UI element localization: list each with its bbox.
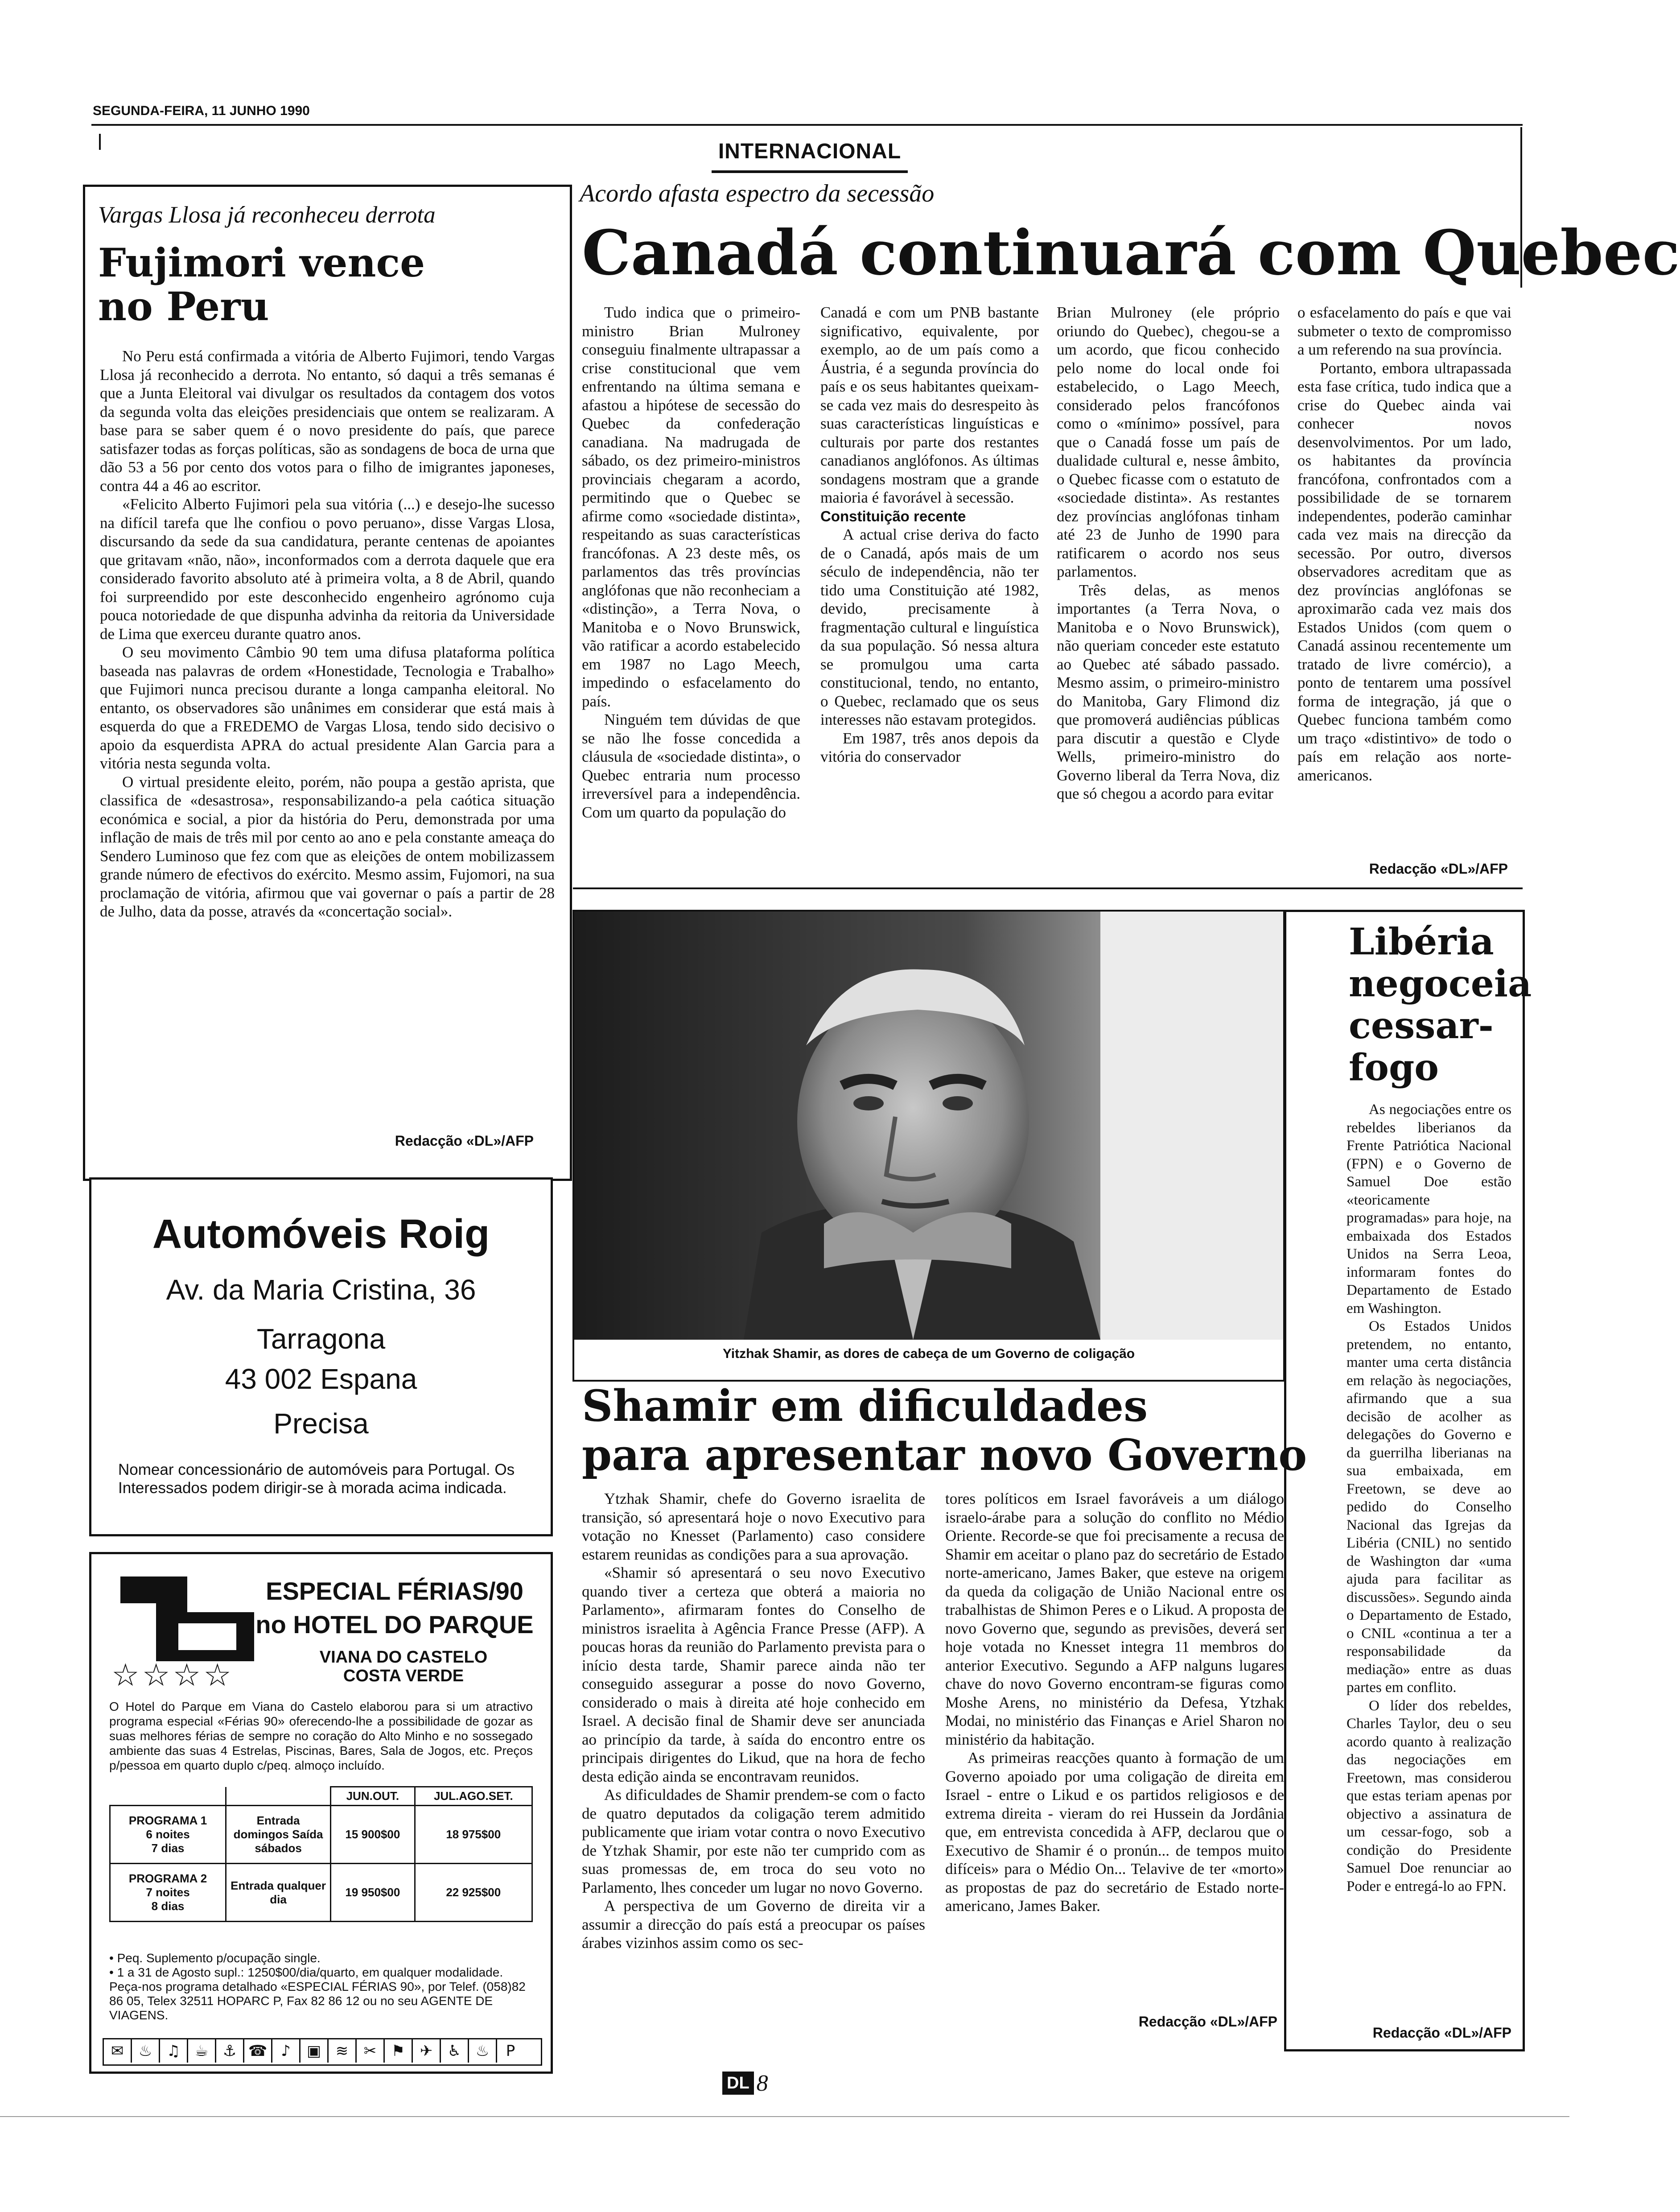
- section-title: INTERNACIONAL: [718, 140, 902, 163]
- program-name: PROGRAMA 2: [128, 1872, 207, 1885]
- hotel-place-2: COSTA VERDE: [343, 1667, 464, 1685]
- shamir-col-2: [945, 1490, 1284, 2011]
- table-row: [110, 1806, 532, 1864]
- airplane-icon: ✈: [413, 2039, 441, 2063]
- fujimori-kicker: Vargas Llosa já reconheceu derrota: [98, 202, 436, 228]
- shamir-headline-line-2: para apresentar novo Governo: [582, 1430, 1307, 1480]
- fujimori-paragraph: O seu movimento Câmbio 90 tem uma difusa plataforma política baseada nas palavras de ordem «Honestidade, Tecnologia e Trabalho» que Fujimori nunca precisou durante a longa campanha eleitoral. No entanto, os observadores são unânimes em considerar que está mais à esquerda do que a FREDEMO de Vargas Llosa, tendo sido decisivo o apoio da esquerdista APRA do actual presidente Alan Garcia para a vitória nesta segunda volta.: [100, 644, 555, 772]
- music-icon: ♫: [160, 2039, 188, 2063]
- coffee-icon: ☕: [188, 2039, 216, 2063]
- issue-date: SEGUNDA-FEIRA, 11 JUNHO 1990: [93, 103, 310, 118]
- telephone-icon: ☎: [244, 2039, 272, 2063]
- program-days: 8 dias: [151, 1899, 185, 1913]
- liberia-headline-line: cessar-: [1349, 1004, 1494, 1047]
- page-footer: [722, 2072, 768, 2095]
- top-rule: [91, 124, 1523, 126]
- hotel-place-1: VIANA DO CASTELO: [319, 1648, 488, 1667]
- liberia-body: [1346, 1101, 1511, 2019]
- hotel-note: • 1 a 31 de Agosto supl.: 1250$00/dia/quarto, em qualquer modalidade.: [109, 1965, 503, 1979]
- canada-col-2: [820, 303, 1039, 879]
- roig-title: Automóveis Roig: [152, 1211, 490, 1257]
- fujimori-paragraph: No Peru está confirmada a vitória de Alberto Fujimori, tendo Vargas Llosa já reconhecido a derrota. No entanto, só daqui a três semanas é que a Junta Eleitoral vai divulgar os resultados da contagem dos votos da segunda volta das eleições presidenciais que ontem se realizaram. A base para se saber quem é o novo presidente do país, que parece satisfazer todas as forças políticas, são as sondagens de boca de urna que dão 53 a 56 por cento dos votos para o filho de imigrantes japoneses, contra 44 a 46 ao escritor.: [100, 347, 555, 495]
- left-corner-rule: [99, 134, 101, 150]
- liberia-byline: Redacção «DL»/AFP: [1372, 2025, 1511, 2041]
- canada-byline: Redacção «DL»/AFP: [1369, 861, 1508, 877]
- canada-paragraph: A actual crise deriva do facto de o Canadá, após mais de um século de independência, não ter tido uma Constituição até 1982, devido, precisamente à fragmentação cultural e linguística da sua população. Só nessa altura se promulgou uma carta constitucional, tendo, no entanto, o Quebec, reclamado que os seus interesses não estavam protegidos.: [820, 526, 1039, 728]
- canada-paragraph: Tudo indica que o primeiro-ministro Brian Mulroney conseguiu finalmente ultrapassar a crise constitucional que vem enfrentando na última semana e afastou a hipótese de secessão do Quebec da confederação canadiana. Na madrugada de sábado, os dez primeiro-ministros provinciais chegaram a acordo, permitindo que o Quebec se afirme como «sociedade distinta», respeitando as suas características francófonas. A 23 deste mês, os parlamentos das três províncias anglófonas que não reconheciam a «distinção», a Terra Nova, o Manitoba e o Novo Brunswick, vão ratificar a acordo estabelecido em 1987 no Lago Meech, impedindo o esfacelamento do país.: [582, 304, 800, 710]
- shamir-photo: [574, 912, 1283, 1340]
- liberia-paragraph: As negociações entre os rebeldes liberianos da Frente Patriótica Nacional (FPN) e o Governo de Samuel Doe estão «teoricamente programadas» para hoje, na embaixada dos Estados Unidos na Serra Leoa, informaram fontes do Departamento de Estado em Washington.: [1346, 1102, 1511, 1316]
- automoveis-roig-ad: [89, 1177, 553, 1536]
- hotel-do-parque-ad: [89, 1552, 553, 2074]
- price-cell: 19 950$00: [331, 1864, 415, 1922]
- scissors-icon: ✂: [357, 2039, 385, 2063]
- fujimori-headline-line-2: no Peru: [98, 283, 269, 330]
- shamir-byline: Redacção «DL»/AFP: [1138, 2014, 1277, 2030]
- accessibility-icon: ♿: [441, 2039, 469, 2063]
- shamir-paragraph: As dificuldades de Shamir prendem-se com o facto de quatro deputados da coligação terem admitido publicamente que iriam votar contra o novo Executivo de Ytzhak Shamir, por este não ter cumprido com as suas promessas de, em troca do seu voto no Parlamento, lhes conceder um lugar no novo Governo.: [582, 1786, 925, 1896]
- table-row: [110, 1864, 532, 1922]
- canada-paragraph: Três delas, as menos importantes (a Terra Nova, o Manitoba e o Novo Brunswick), não queriam conceder este estatuto ao Quebec até sábado passado. Mesmo assim, o primeiro-ministro do Manitoba, Gary Flimond diz que promoverá audiências públicas para discutir a questão e Clyde Wells, primeiro-ministro do Governo liberal da Terra Nova, diz que só chegou a acordo para evitar: [1057, 581, 1280, 802]
- roig-address: Av. da Maria Cristina, 36: [166, 1274, 476, 1306]
- hotel-title-2: no HOTEL DO PARQUE: [255, 1610, 534, 1638]
- price-cell: 15 900$00: [331, 1806, 415, 1864]
- note-icon: ♪: [272, 2039, 301, 2063]
- pool-icon: ≋: [329, 2039, 357, 2063]
- hotel-title-1: ESPECIAL FÉRIAS/90: [266, 1577, 523, 1605]
- sauna-icon: ♨: [469, 2039, 497, 2063]
- fujimori-byline: Redacção «DL»/AFP: [395, 1133, 534, 1149]
- canada-paragraph: Em 1987, três anos depois da vitória do conservador: [820, 729, 1039, 765]
- program-cell: [110, 1864, 226, 1922]
- liberia-headline-line: negoceia: [1349, 962, 1532, 1005]
- hotel-intro: O Hotel do Parque em Viana do Castelo elaborou para si um atractivo programa especial «Férias 90» oferecendo-lhe a possibilidade de gozar as suas melhores férias de sempre no coração do Alto Minho e no sossegado ambiente das suas 4 Estrelas, Piscinas, Bares, Sala de Jogos, etc. Preços p/pessoa em quarto duplo c/peq. almoço incluído.: [109, 1700, 533, 1772]
- canada-col-4: [1297, 303, 1511, 856]
- liberia-headline-line: Libéria: [1349, 920, 1494, 963]
- table-header-blank: [110, 1787, 226, 1806]
- canada-col-1: [582, 303, 800, 879]
- liberia-paragraph: O líder dos rebeldes, Charles Taylor, deu o seu acordo quanto à realização das negociações em Freetown, mas considerou que estas teriam apenas por objectivo a assinatura de um cessar-fogo, sob a condição do Presidente Samuel Doe renunciar ao Poder e entregá-lo ao FPN.: [1346, 1697, 1511, 1894]
- canada-bottom-rule: [573, 887, 1523, 889]
- program-nights: 6 noites: [146, 1828, 190, 1841]
- hotel-price-table: [109, 1786, 533, 1922]
- canada-paragraph: Canadá e com um PNB bastante significativo, equivalente, por exemplo, ao de um país como a Áustria, é a segunda província do país e os seus habitantes queixam-se cada vez mais do desrespeito às suas características linguísticas e culturais por parte dos restantes canadianos anglófonos. As últimas sondagens mostram que a grande maioria é favorável à secessão.: [820, 304, 1039, 506]
- flag-icon: ⚑: [385, 2039, 413, 2063]
- mail-icon: ✉: [104, 2039, 132, 2063]
- shamir-paragraph: «Shamir só apresentará o seu novo Executivo quando tiver a certeza que obterá a maioria no Parlamento», afirmaram fontes do Conselho de ministros israelita à Agência France Presse (AFP). A poucas horas da reunião do Parlamento prevista para o início desta tarde, Shamir parece ainda não ter conseguido assegurar a posse do novo Governo, considerado o mais à direita até hoje conhecido em Israel. A decisão final de Shamir deve ser anunciada ao princípio da tarde, à saída do encontro entre os principais dirigentes do Likud, que na hora de fecho desta edição ainda se encontravam reunidos.: [582, 1564, 925, 1785]
- canada-headline: Canadá continuará com Quebec: [582, 216, 1680, 289]
- canada-paragraph: Portanto, embora ultrapassada esta fase crítica, tudo indica que a crise do Quebec ainda vai conhecer novos desenvolvimentos. Por um lado, os habitantes da província francófona, confrontados com a possibilidade de se tornarem independentes, poderão caminhar cada vez mais na direcção da secessão. Por outro, diversos observadores acreditam que as dez províncias anglófonas se aproximarão cada vez mais dos Estados Unidos (com quem o Canadá assinou recentemente um tratado de livre comércio), a ponto de tentarem uma possível forma de integração, já que o Quebec funciona também como um traço «distintivo» de todo o país em relação aos norte-americanos.: [1297, 359, 1511, 784]
- roig-postcode: 43 002 Espana: [225, 1363, 417, 1395]
- shamir-headline-line-1: Shamir em dificuldades: [582, 1381, 1148, 1431]
- roig-city: Tarragona: [256, 1323, 386, 1355]
- fujimori-paragraph: «Felicito Alberto Fujimori pela sua vitória (...) e desejo-lhe sucesso na difícil tarefa que lhe confiou o povo peruano», disse Vargas Llosa, discursando da sede da sua candidatura, perante centenas de apoiantes que gritavam «não, não», inconformados com a derrota daquele que era considerado favorito absoluto até à primeira volta, a 8 de Abril, quando foi surpreendido por este desconhecido engenheiro agrónomo cuja pouca notoriedade de que dispunha advinha da reitoria da Universidade de Lima que exerceu durante quatro anos.: [100, 495, 555, 643]
- shamir-headline: [582, 1382, 1307, 1480]
- parking-icon: P: [506, 2042, 515, 2060]
- shamir-col-1: [582, 1490, 925, 2034]
- tv-icon: ▣: [301, 2039, 329, 2063]
- fujimori-paragraph: O virtual presidente eleito, porém, não poupa a gestão aprista, que classifica de «desastrosa», responsabilizando-a pela caótica situação económica e social, a pior da história do Peru, demonstrada por uma inflação de mais de três mil por cento ao ano e pela constante ameaça do Sendero Luminoso que fez com que as eleições de ontem mobilizassem grande número de efectivos do exército. Mesmo assim, Fujomori, na sua proclamação de vitória, afirmou que vai governar o país a partir de 28 de Julho, data da posse, através da «concertação social».: [100, 773, 555, 920]
- hotel-stars-icon: ☆☆☆☆: [111, 1657, 235, 1693]
- price-cell: 18 975$00: [415, 1806, 532, 1864]
- canada-col-3: [1057, 303, 1280, 879]
- hot-spring-icon: ♨: [132, 2039, 160, 2063]
- program-cell: [110, 1806, 226, 1864]
- program-days: 7 dias: [151, 1841, 185, 1855]
- bottom-fold-line: [0, 2116, 1569, 2117]
- canada-paragraph: Brian Mulroney (ele próprio oriundo do Quebec), chegou-se a um acordo, que ficou conhecido pelo nome do local onde foi estabelecido, o Lago Meech, considerado pelos francófonos como o «mínimo» possível, para que o Canadá fosse um país de dualidade cultural e, nesse âmbito, o Quebec ficasse com o estatuto de «sociedade distinta». As restantes dez províncias anglófonas tinham até 23 de Junho de 1990 para ratificarem o acordo nos seus parlamentos.: [1057, 304, 1280, 580]
- entry-cell: Entrada qualquer dia: [226, 1864, 331, 1922]
- hotel-amenity-icons: [103, 2038, 542, 2066]
- table-header-blank: [226, 1787, 331, 1806]
- roig-body: Nomear concessionário de automóveis para Portugal. Os Interessados podem dirigir-se à morada acima indicada.: [118, 1461, 515, 1497]
- anchor-icon: ⚓: [216, 2039, 244, 2063]
- roig-precisa: Precisa: [273, 1407, 369, 1440]
- price-cell: 22 925$00: [415, 1864, 532, 1922]
- fujimori-body: [100, 347, 555, 1141]
- program-name: PROGRAMA 1: [128, 1814, 207, 1827]
- fujimori-headline: [98, 241, 425, 328]
- shamir-paragraph: As primeiras reacções quanto à formação de um Governo apoiado por uma coligação de direita em Israel - entre o Likud e os partidos religiosos e de extrema direita - vieram do rei Hussein da Jordânia que, em entrevista concedida à AFP, declarou que o Executivo de Shamir é o pronún... de tempos muito difíceis» para o Médio On... Telavive de ter «morto» as propostas de paz do secretário de Estado norte-americano, James Baker.: [945, 1749, 1284, 1915]
- photo-caption: Yitzhak Shamir, as dores de cabeça de um Governo de coligação: [722, 1346, 1135, 1361]
- shamir-paragraph: tores políticos em Israel favoráveis a um diálogo israelo-árabe para a solução do conflito no Médio Oriente. Recorde-se que foi precisamente a recusa de Shamir em aceitar o plano paz do secretário de Estado norte-americano, James Baker, que esteve na origem da queda da coligação de União Nacional entre os trabalhistas de Shimon Peres e o Likud. A proposta de novo Governo que, segundo as previsões, deverá ser hoje votada no Knesset integra 11 membros do anterior Executivo. Segundo a AFP nalguns lugares chave do novo Governo encontram-se figuras como Moshe Arens, no ministério da Defesa, Ytzhak Modai, no ministério das Finanças e Ariel Sharon no ministério da habitação.: [945, 1490, 1284, 1748]
- photo-frame: [572, 910, 1285, 1382]
- dl-logo: DL: [722, 2072, 754, 2095]
- canada-subheading: Constituição recente: [820, 508, 966, 524]
- canada-paragraph: Ninguém tem dúvidas de que se não lhe fosse concedida a cláusula de «sociedade distinta», o Quebec entraria num processo irreversível para a independência. Com um quarto da população do: [582, 711, 800, 821]
- canada-paragraph: o esfacelamento do país e que vai submeter o texto de compromisso a um referendo na sua província.: [1297, 304, 1511, 358]
- fujimori-headline-line-1: Fujimori vence: [98, 239, 425, 286]
- section-underline: [712, 170, 908, 173]
- entry-cell: Entrada domingos Saída sábados: [226, 1806, 331, 1864]
- liberia-headline-line: fogo: [1349, 1046, 1439, 1089]
- table-header-jul-ago-set: JUL.AGO.SET.: [415, 1787, 532, 1806]
- liberia-headline: [1349, 921, 1532, 1089]
- canada-kicker: Acordo afasta espectro da secessão: [580, 180, 935, 207]
- hotel-note: Peça-nos programa detalhado «ESPECIAL FÉRIAS 90», por Telef. (058)82 86 05, Telex 32511 HOPARC P, Fax 82 86 12 ou no seu AGENTE DE VIAGENS.: [109, 1980, 526, 2022]
- page-number: 8: [756, 2070, 768, 2096]
- program-nights: 7 noites: [146, 1886, 190, 1899]
- liberia-paragraph: Os Estados Unidos pretendem, no entanto, manter uma certa distância em relação às negociações, afirmando que a sua decisão de acolher as delegações do Governo e da guerrilha liberianas na sua embaixada, em Freetown, se deve ao pedido do Conselho Nacional das Igrejas da Libéria (CNIL) no sentido de Washington dar «uma ajuda para facilitar as discussões». Segundo ainda o Departamento de Estado, o CNIL «continua a ter a responsabilidade da mediação» entre as duas partes em conflito.: [1346, 1318, 1511, 1696]
- shamir-paragraph: A perspectiva de um Governo de direita vir a assumir a direcção do país está a preocupar os países árabes vizinhos assim como os sec-: [582, 1897, 925, 1952]
- hotel-logo: [116, 1572, 259, 1666]
- table-header-jun-out: JUN.OUT.: [331, 1787, 415, 1806]
- hotel-note: • Peq. Suplemento p/ocupação single.: [109, 1951, 321, 1965]
- hotel-notes: [109, 1951, 533, 2022]
- shamir-paragraph: Ytzhak Shamir, chefe do Governo israelita de transição, só apresentará hoje o novo Executivo para votação no Knesset (Parlamento) caso considere estarem reunidas as condições para a sua aprovação.: [582, 1490, 925, 1563]
